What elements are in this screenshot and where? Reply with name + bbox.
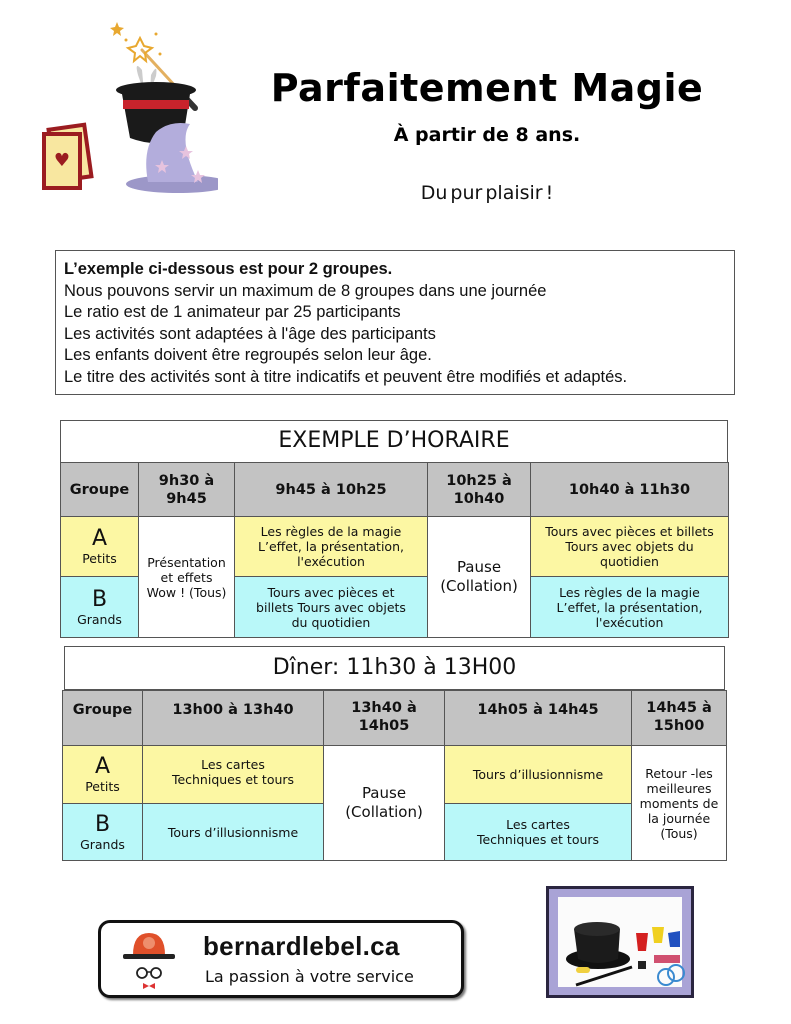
column-header: Groupe <box>61 463 139 517</box>
group-letter: B <box>91 586 108 612</box>
column-header: 10h40 à 11h30 <box>531 463 729 517</box>
group-name: Petits <box>82 551 117 566</box>
pause-cell: Pause (Collation) <box>324 746 445 861</box>
column-header: 10h25 à 10h40 <box>428 463 531 517</box>
column-header: 9h45 à 10h25 <box>235 463 428 517</box>
age-subtitle: À partir de 8 ans. <box>393 124 581 146</box>
group-name: Grands <box>80 836 125 852</box>
svg-text:♥: ♥ <box>53 150 71 171</box>
brand-slogan: La passion à votre service <box>205 967 414 986</box>
activity-cell: Tours d’illusionnisme <box>143 804 324 861</box>
afternoon-schedule-table <box>62 690 727 861</box>
mascot-hat-glasses-icon <box>119 927 179 995</box>
closing-cell: Retour -les meilleures moments de la journée (Tous) <box>632 746 727 861</box>
group-name: Petits <box>85 779 120 794</box>
morning-schedule-table <box>60 462 729 638</box>
group-a-cell <box>63 746 143 804</box>
brand-url-link[interactable]: bernardlebel.ca <box>203 931 400 961</box>
tagline: Du pur plaisir ! <box>420 182 554 204</box>
activity-cell: Les règles de la magie L’effet, la présentation, l'exécution <box>531 577 729 638</box>
activity-cell: Les règles de la magie L’effet, la présentation, l'exécution <box>235 517 428 577</box>
magic-kit-photo <box>546 886 694 998</box>
group-name: Grands <box>77 611 122 627</box>
info-lead: L’exemple ci-dessous est pour 2 groupes. <box>64 260 393 278</box>
group-letter: A <box>94 754 111 779</box>
brand-logo-box[interactable] <box>98 920 464 998</box>
table-row-group-a <box>61 517 729 577</box>
playing-cards-icon <box>42 122 94 190</box>
table-row-group-a <box>63 746 727 804</box>
info-line: Le titre des activités sont à titre indicatifs et peuvent être modifiés et adaptés. <box>64 367 628 386</box>
column-header: 9h30 à 9h45 <box>139 463 235 517</box>
info-line: Les enfants doivent être regroupés selon leur âge. <box>64 346 432 364</box>
magic-illustration <box>38 20 218 200</box>
group-a-cell <box>61 517 139 577</box>
column-header: 13h40 à 14h05 <box>324 691 445 746</box>
table-header-row <box>61 463 729 517</box>
info-box <box>55 250 735 395</box>
activity-cell: Tours avec pièces et billets Tours avec objets du quotidien <box>531 517 729 577</box>
group-b-cell <box>61 577 139 638</box>
column-header: Groupe <box>63 691 143 746</box>
info-line: Le ratio est de 1 animateur par 25 participants <box>64 303 401 321</box>
column-header: 14h45 à 15h00 <box>632 691 727 746</box>
intro-cell: Présentation et effets Wow ! (Tous) <box>139 517 235 638</box>
table-header-row <box>63 691 727 746</box>
magic-kit-icon <box>558 897 688 993</box>
activity-cell: Les cartes Techniques et tours <box>445 804 632 861</box>
morning-schedule-title: EXEMPLE D’HORAIRE <box>60 420 728 463</box>
group-b-cell <box>63 804 143 861</box>
group-letter: B <box>94 811 111 837</box>
pause-cell: Pause (Collation) <box>428 517 531 638</box>
activity-cell: Tours avec pièces et billets Tours avec objets du quotidien <box>235 577 428 638</box>
group-letter: A <box>91 526 108 551</box>
column-header: 14h05 à 14h45 <box>445 691 632 746</box>
activity-cell: Les cartes Techniques et tours <box>143 746 324 804</box>
info-line: Nous pouvons servir un maximum de 8 groupes dans une journée <box>64 281 547 300</box>
info-line: Les activités sont adaptées à l'âge des participants <box>64 324 436 343</box>
activity-cell: Tours d’illusionnisme <box>445 746 632 804</box>
column-header: 13h00 à 13h40 <box>143 691 324 746</box>
lunch-title: Dîner: 11h30 à 13H00 <box>64 646 725 690</box>
page-title: Parfaitement Magie <box>270 66 704 110</box>
